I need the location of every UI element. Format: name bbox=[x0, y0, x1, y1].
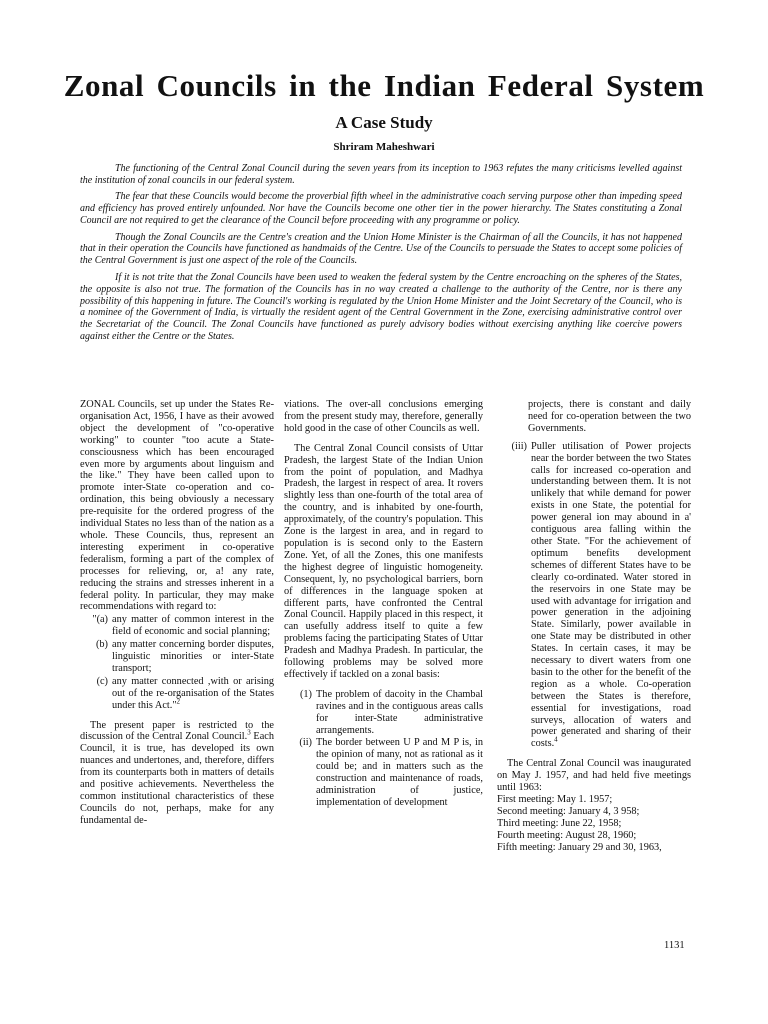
meeting-item: Fourth meeting: August 28, 1960; bbox=[497, 829, 637, 841]
list-item-label: (b) bbox=[95, 639, 108, 651]
meeting-list bbox=[497, 794, 691, 854]
footnote-ref[interactable]: 2 bbox=[176, 697, 181, 706]
list-item-label: (iii) bbox=[511, 440, 527, 452]
body-paragraph: The Central Zonal Council consists of Uttar Pradesh, the largest State of the Indian Union from the point of population, and Madhya Pradesh, the largest in respect of area. It rovers slightly less than one-fourth of the total area of the country, and is inhabited by one-fourth, approximately, of the country's population. This Zone is the largest in area, and in regard to population is is second only to the Eastern Zone. Yet, of all the Zones, this one manifests the highest degree of linguistic homogeneity. Consequent, ly, no psychological barriers, born of differences in the language spoken at different parts, have confronted the Central Zonal Council. Happily placed in this respect, it can usefully address itself to quite a few problems facing the participating States of Uttar Pradesh and Madhya Pradesh. In particular, the following problems may be solved more effectively if tackled on a zonal basis: bbox=[284, 442, 483, 680]
list-item bbox=[284, 737, 483, 808]
list-item bbox=[80, 614, 274, 638]
footnote-ref[interactable]: 4 bbox=[554, 735, 558, 744]
body-paragraph: The Central Zonal Council was inaugurated on May J. 1957, and had held five meetings until 1963: bbox=[497, 758, 691, 794]
abstract-paragraph: Though the Zonal Councils are the Centre's creation and the Union Home Minister is the Chairman of all the Councils, it has not happened that in their operation the Councils have functioned as handmaids of the Centre. Use of the Councils to persuade the States to accept some policies of the Central Government is just one aspect of the role of the Councils. bbox=[80, 231, 682, 267]
list-item-label: (1) bbox=[299, 688, 312, 700]
list-item bbox=[503, 441, 691, 751]
meeting-item: Second meeting: January 4, 3 958; bbox=[497, 805, 640, 817]
body-column-3 bbox=[497, 399, 691, 854]
list-item-label: "(a) bbox=[92, 614, 108, 626]
list-item-body bbox=[531, 441, 691, 751]
list-item-text: any matter concerning border disputes, linguistic minorities or inter-State transport; bbox=[112, 639, 274, 674]
list-item-text: The problem of dacoity in the Chambal ravines and in the contiguous areas calls for inter-State administrative arrangements. bbox=[316, 688, 483, 736]
list-item bbox=[284, 689, 483, 737]
body-paragraph: projects, there is constant and daily need for co-operation between the two Governments. bbox=[528, 399, 691, 434]
abstract bbox=[80, 163, 682, 348]
body-paragraph: viations. The over-all conclusions emerging from the present study may, therefore, generally hold good in the case of other Councils as well. bbox=[284, 399, 483, 434]
body-column-2 bbox=[284, 399, 483, 809]
body-paragraph bbox=[80, 720, 274, 827]
list-item-body bbox=[112, 676, 274, 712]
author-name: Shriram Maheshwari bbox=[333, 141, 435, 153]
footnote-ref[interactable]: 3 bbox=[247, 729, 251, 738]
list-item-text: any matter of common interest in the field of economic and social planning; bbox=[112, 614, 274, 638]
article-subtitle: A Case Study bbox=[335, 113, 433, 132]
list-item-label: (ii) bbox=[299, 737, 312, 749]
abstract-paragraph: The functioning of the Central Zonal Council during the seven years from its inception to 1963 refutes the many criticisms levelled against the institution of zonal councils in our federal system. bbox=[80, 163, 682, 186]
abstract-paragraph: The fear that these Councils would become the proverbial fifth wheel in the administrative coach serving purpose other than impeding speed and efficiency has proved entirely unfounded. Nor have the Councils become one other tier in the power hierarchy. The States constituting a Zonal Council are not required to get the clearance of the Council before proceeding with any programme or policy. bbox=[80, 191, 682, 227]
meeting-item: First meeting: May 1. 1957; bbox=[497, 794, 613, 805]
body-text: The present paper is restricted to the discussion of the Central Zonal Council. bbox=[80, 719, 274, 743]
body-paragraph: ZONAL Councils, set up under the States Re-organisation Act, 1956, I have as their avowed object the development of "co-operative working" to counter "too acute a State-consciousness which has been encouraged even more by arguments about linguism and the like." They have been called upon to promote inter-State co-operation and co-ordination, this being obviously a necessary pre-requisite for the ordered progress of the individual States no less than of the nation as a whole. These Councils, thus, represent an interesting experiment in co-operative federalism, forming a part of the complex of processes for relieving, or, a! any rate, reducing the strains and stresses inherent in a federal polity. In particular, they may make recommendations with regard to: bbox=[80, 399, 274, 613]
page-number: 1131 bbox=[664, 940, 685, 951]
meeting-item: Third meeting: June 22, 1958; bbox=[497, 817, 622, 829]
article-title: Zonal Councils in the Indian Federal System bbox=[63, 68, 705, 103]
body-column-1 bbox=[80, 399, 274, 827]
list-item bbox=[80, 676, 274, 712]
list-item-label: (c) bbox=[96, 675, 108, 687]
list-item bbox=[80, 639, 274, 675]
meeting-item: Fifth meeting: January 29 and 30, 1963, bbox=[497, 841, 662, 853]
list-item-text: any matter connected ,with or arising out of the re-organisation of the States under this Act." bbox=[112, 675, 274, 711]
list-item-text: The border between U P and M P is, in the opinion of many, not as rational as it could be; and in matters such as the construction and maintenance of roads, administration of justice, implementation of development bbox=[316, 737, 483, 808]
body-text: Each Council, it is true, has developed its own nuances and undertones, and, therefore, differs from its counterparts both in matters of details and positive achievements. Nevertheless the common institutional characteristics of these Councils do not, perhaps, make for any fundamental de- bbox=[80, 731, 274, 826]
abstract-paragraph: If it is not trite that the Zonal Councils have been used to weaken the federal system by the Centre encroaching on the spheres of the States, the opposite is also not true. The formation of the Councils has in no way created a challenge to the authority of the Centre, nor is there any possibility of this happening in future. The Council's working is regulated by the Union Home Minister and the Joint Secretary of the Council, who is a nominee of the Government of India, is virtually the resident agent of the Central Government in the Zone, exercising administrative control over the Secretariat of the Council. The Zonal Councils have functioned as purely advisory bodies without exercising anything like coercive powers against either the Centre or the States. bbox=[80, 271, 682, 343]
list-item-text: Puller utilisation of Power projects near the border between the two States calls for increased co-operation and understanding between them. It is not unlikely that while demand for power exists in one State, the potential for power general ion may abound in a' contiguous area falling within the other State. "For the achievement of optimum benefits development schemes of different States have to be clearly co-ordinated. Water stored in the reservoirs in one State may be used with advantage for irrigation and power generation in the adjoining State. Similarly, power available in one State may be distributed in other States. In certain cases, it may be necessary to divert waters from one basin to the other for the benefit of the region as a whole. Co-operation between the States is therefore, essential for investigations, road surveys, allocation of waters and power generated and sharing of their costs. bbox=[531, 440, 691, 750]
